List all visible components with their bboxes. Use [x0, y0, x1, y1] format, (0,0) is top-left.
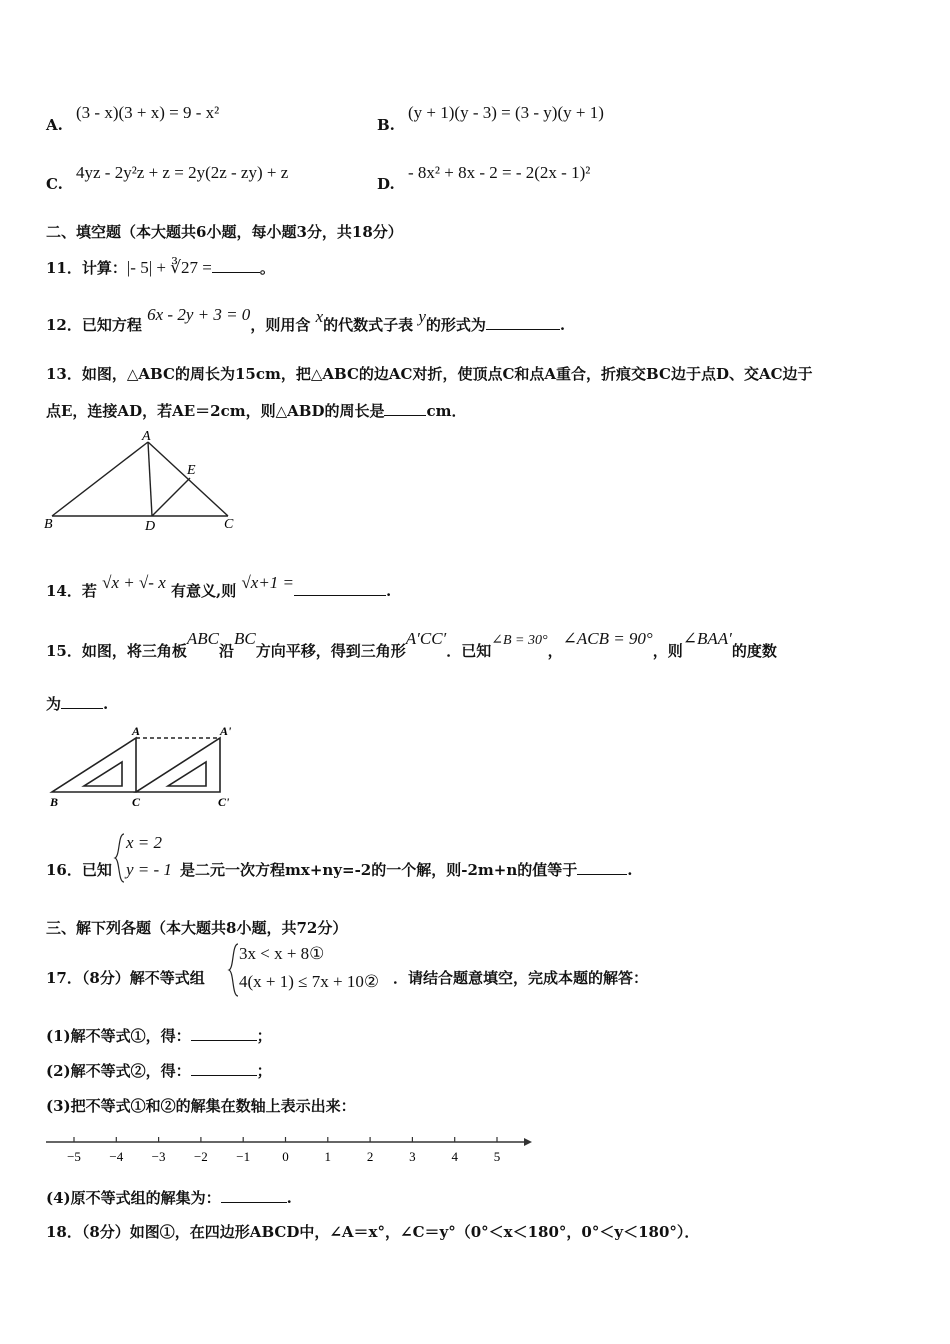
q13-label-b: B: [44, 517, 53, 532]
option-d-label: D.: [377, 175, 395, 193]
question-15-line-2: [46, 693, 108, 714]
q12-end: .: [559, 316, 566, 334]
q15-label-b: B: [50, 795, 59, 809]
q15-bc: BC: [234, 629, 256, 648]
q16-row-2: y = - 1: [126, 860, 172, 879]
q13-line-1: 13．如图，△ABC的周长为15cm，把△ABC的边AC对折，使顶点C和点A重合，折痕交BC边于点D、交AC边于: [46, 365, 813, 383]
number-line-tick-label: −5: [67, 1149, 81, 1164]
q15-line2: 为: [46, 695, 62, 713]
q17-row-1: 3x < x + 8①: [239, 944, 325, 963]
option-d-expression: - 8x² + 8x - 2 = - 2(2x - 1)²: [408, 163, 591, 182]
q13-label-c: C: [224, 517, 234, 532]
q15-along: 沿: [218, 642, 234, 660]
q17-step-2-blank[interactable]: [191, 1074, 257, 1076]
q11-suffix: 。: [259, 259, 275, 277]
q12-equation: 6x - 2y + 3 = 0: [147, 305, 251, 324]
q13-answer-blank[interactable]: [384, 414, 426, 416]
q14-prefix: 14．若: [46, 582, 97, 600]
q15-angle-baa: ∠BAA′: [682, 629, 732, 648]
question-18: 18．（8分）如图①，在四边形ABCD中，∠A＝x°，∠C＝y°（0°＜x＜180°，0°＜y＜180°）．: [46, 1223, 700, 1241]
question-16-text: [180, 859, 632, 880]
section-heading-fill-blank: 二、填空题（本大题共6小题，每小题3分，共18分）: [46, 223, 403, 241]
q15-angle-b: ∠B = 30°: [491, 633, 548, 648]
q12-answer-blank[interactable]: [486, 328, 560, 330]
number-line-tick-label: 4: [451, 1149, 458, 1164]
q11-expression: |- 5| + ∛27 =: [126, 258, 212, 277]
q16-prefix: 16．已知: [46, 861, 112, 879]
q17-suffix: ．请结合题意填空，完成本题的解答：: [393, 969, 649, 987]
q15-label-c-prime: C': [218, 795, 230, 809]
q12-prefix: 12．已知方程: [46, 316, 142, 334]
question-15-line-1: [46, 629, 777, 661]
q14-mid: 有意义,则: [170, 582, 237, 600]
number-line-tick-label: −3: [151, 1149, 166, 1164]
q17-step-4-dot: .: [286, 1189, 292, 1207]
q15-angle-acb: ∠ACB = 90°: [562, 629, 653, 648]
q17-step-1-blank[interactable]: [191, 1039, 257, 1041]
option-c-expression: 4yz - 2y²z + z = 2y(2z - zy) + z: [76, 163, 289, 182]
q15-translation-figure: [44, 724, 254, 814]
q13-label-e: E: [187, 463, 196, 478]
q15-comma1: ，: [547, 642, 563, 660]
q15-label-a-prime: A': [220, 724, 232, 738]
q14-answer-blank[interactable]: [294, 594, 386, 596]
q15-acc: A′CC′: [405, 629, 447, 648]
q17-step-2-text: (2)解不等式②，得：: [46, 1062, 191, 1080]
q15-abc: ABC: [186, 629, 219, 648]
q16-answer-blank[interactable]: [577, 873, 627, 875]
option-c-label: C.: [46, 175, 63, 193]
number-line-tick-label: 2: [366, 1149, 374, 1164]
q13-line-2: [46, 400, 466, 421]
number-line-tick-label: −1: [236, 1149, 251, 1164]
q17-number-line: [44, 1134, 534, 1170]
q12-mid1: ，则用含: [250, 316, 311, 334]
number-line-tick-label: 0: [282, 1149, 289, 1164]
q17-step-3: (3)把不等式①和②的解集在数轴上表示出来：: [46, 1097, 356, 1115]
option-b-label: B.: [377, 116, 395, 134]
q12-var-x: x: [315, 307, 324, 326]
option-a-label: A.: [46, 116, 63, 134]
q11-prefix: 11．计算：: [46, 259, 127, 277]
q16-row-1: x = 2: [126, 833, 163, 852]
q17-step-1-text: (1)解不等式①，得：: [46, 1027, 191, 1045]
q17-step-4-blank[interactable]: [221, 1201, 287, 1203]
q15-prefix: 15．如图，将三角板: [46, 642, 187, 660]
q13-label-a: A: [142, 429, 151, 444]
q13-label-d: D: [145, 519, 156, 534]
q15-label-a: A: [132, 724, 141, 738]
q16-end: .: [627, 861, 633, 879]
q12-mid2: 的代数式子表: [323, 316, 414, 334]
q17-step-1-semi: ；: [256, 1027, 272, 1045]
number-line-tick-label: −4: [109, 1149, 124, 1164]
number-line-tick-label: −2: [193, 1149, 208, 1164]
number-line-tick-label: 1: [324, 1149, 332, 1164]
q17-step-2: [46, 1060, 272, 1081]
q12-var-y: y: [418, 307, 426, 326]
q15-tail: 的度数: [731, 642, 777, 660]
option-a-expression: (3 - x)(3 + x) = 9 - x²: [76, 103, 220, 122]
q13-text-b: cm．: [426, 402, 467, 420]
q14-expression-1: √x + √- x: [102, 573, 166, 592]
q13-text-a: 点E，连接AD，若AE＝2cm，则△ABD的周长是: [46, 402, 385, 420]
q15-known: ．已知: [446, 642, 492, 660]
q17-step-4: [46, 1187, 292, 1208]
q15-mid: 方向平移，得到三角形: [255, 642, 406, 660]
q15-end: .: [103, 695, 109, 713]
q13-triangle-figure: [40, 428, 250, 538]
q17-step-4-text: (4)原不等式组的解集为：: [46, 1189, 221, 1207]
q11-answer-blank[interactable]: [212, 271, 260, 273]
q17-row-2: 4(x + 1) ≤ 7x + 10②: [239, 972, 380, 991]
q15-answer-blank[interactable]: [61, 707, 103, 709]
question-14: [46, 573, 392, 601]
q15-comma2: ，则: [652, 642, 683, 660]
q17-prefix: 17．（8分）解不等式组: [46, 969, 205, 987]
section-heading-solve: 三、解下列各题（本大题共8小题，共72分）: [46, 919, 348, 937]
q14-expression-2: √x+1 =: [241, 573, 295, 592]
option-b-expression: (y + 1)(y - 3) = (3 - y)(y + 1): [408, 103, 604, 122]
q12-suffix: 的形式为: [425, 316, 486, 334]
q16-suffix: 是二元一次方程mx+ny=-2的一个解，则-2m+n的值等于: [180, 861, 578, 879]
q15-label-c: C: [132, 795, 141, 809]
q16-system-brace: [114, 832, 126, 884]
q17-step-1: [46, 1025, 272, 1046]
question-11: [46, 257, 275, 278]
question-12: [46, 305, 566, 335]
number-line-tick-label: 3: [409, 1149, 416, 1164]
q17-step-2-semi: ；: [256, 1062, 272, 1080]
q14-end: .: [386, 582, 392, 600]
number-line-tick-label: 5: [493, 1149, 501, 1164]
